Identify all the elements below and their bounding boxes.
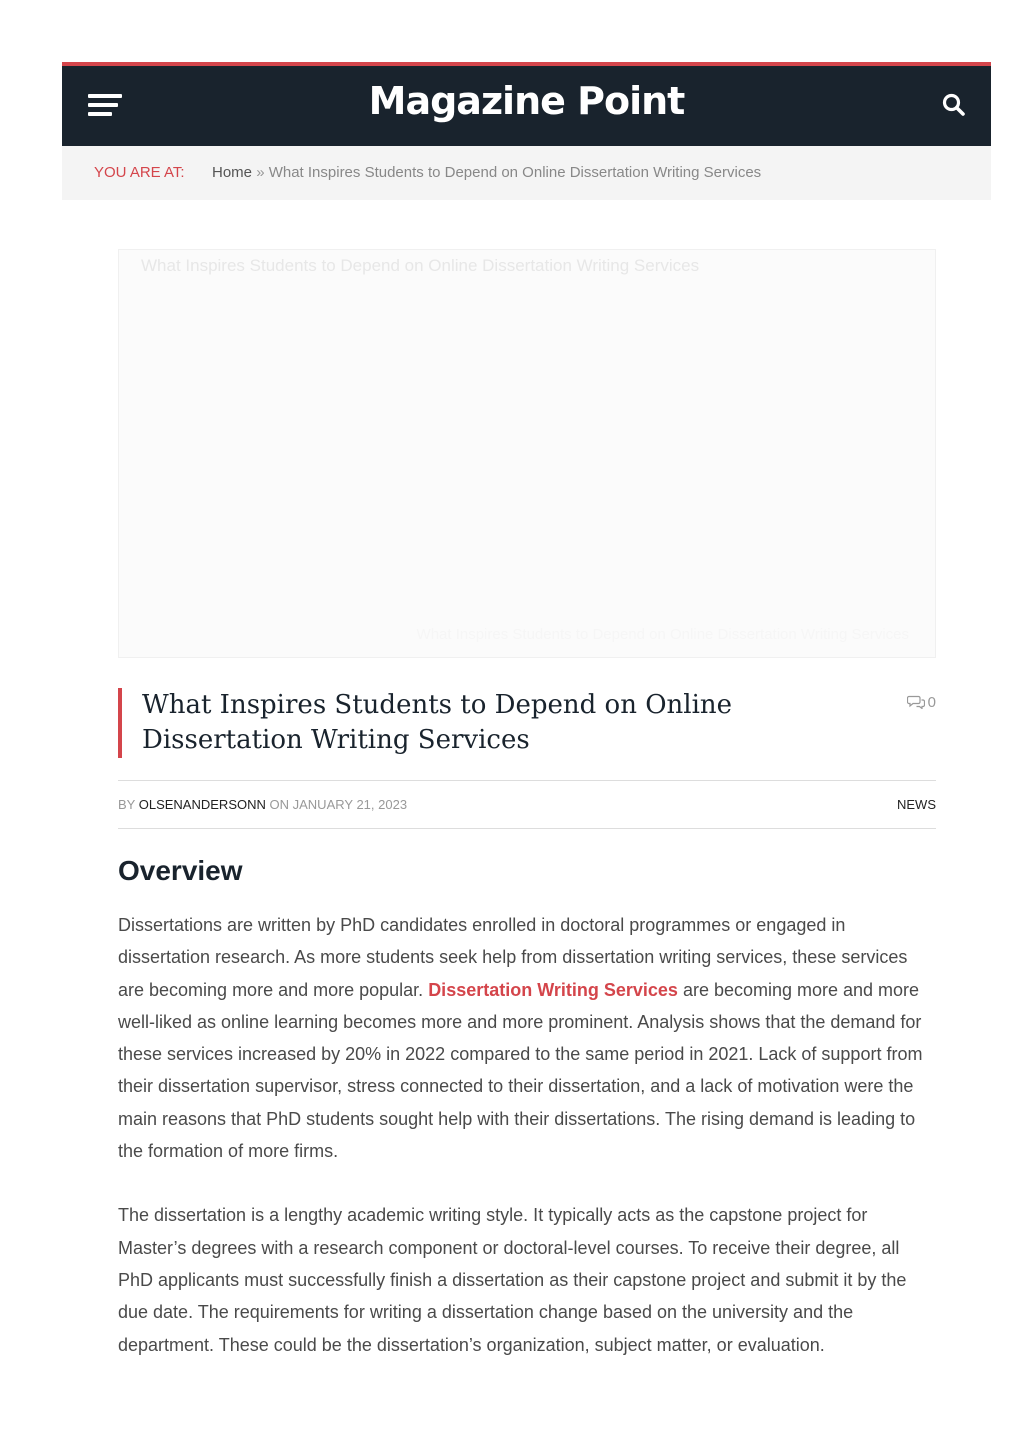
breadcrumb-home-link[interactable]: Home: [212, 164, 253, 181]
breadcrumb-label: YOU ARE AT:: [94, 164, 185, 181]
breadcrumb-current: What Inspires Students to Depend on Online Dissertation Writing Services: [268, 164, 762, 181]
featured-image-caption: What Inspires Students to Depend on Online Dissertation Writing Services: [416, 626, 909, 643]
section-heading: Overview: [118, 855, 243, 886]
breadcrumb-separator: »: [256, 164, 265, 181]
breadcrumb: [62, 146, 991, 200]
site-logo[interactable]: Magazine Point: [368, 79, 685, 123]
meta-on-label: ON: [269, 797, 289, 812]
post-title: What Inspires Students to Depend on Online Dissertation Writing Services: [142, 690, 733, 755]
breadcrumb-trail: [212, 146, 761, 200]
post-date: JANUARY 21, 2023: [292, 797, 408, 812]
paragraph-1: [118, 909, 936, 1167]
featured-image: [118, 249, 936, 658]
comment-count: 0: [927, 694, 936, 711]
paragraph-1-text-a: Dissertations are written by PhD candidates enrolled in doctoral programmes or engaged in dissertation research. As more students seek help from dissertation writing services, these services are becoming more and more popular.: [118, 915, 908, 1000]
post-content: [118, 855, 936, 1393]
paragraph-2: The dissertation is a lengthy academic writing style. It typically acts as the capstone project for Master’s degrees with a research component or doctoral-level courses. To receive their degree, all PhD applicants must successfully finish a dissertation as their capstone project and submit it by the due date. The requirements for writing a dissertation change based on the university and the department. These could be the dissertation’s organization, subject matter, or evaluation.: [118, 1205, 907, 1355]
post-meta: [118, 780, 936, 829]
featured-image-alt-text: What Inspires Students to Depend on Online Dissertation Writing Services: [141, 256, 700, 275]
post-title-block: [118, 688, 838, 758]
category-link[interactable]: NEWS: [897, 797, 936, 812]
comments-link[interactable]: [907, 694, 936, 711]
search-icon[interactable]: [941, 92, 967, 118]
site-header: [62, 62, 991, 146]
author-link[interactable]: OLSENANDERSONN: [138, 797, 266, 812]
meta-by-label: BY: [118, 797, 136, 812]
paragraph-1-text-b: are becoming more and more well-liked as online learning becomes more and more prominent. Analysis shows that the demand for these services increased by 20% in 2022 compared to the same period in 2021. Lack of support from their dissertation supervisor, stress connected to their dissertation, and a lack of motivation were the main reasons that PhD students sought help with their dissertations. The rising demand is leading to the formation of more firms.: [118, 979, 923, 1162]
dissertation-services-link[interactable]: Dissertation Writing Services: [428, 979, 678, 1000]
comment-bubble-icon: [907, 695, 925, 709]
